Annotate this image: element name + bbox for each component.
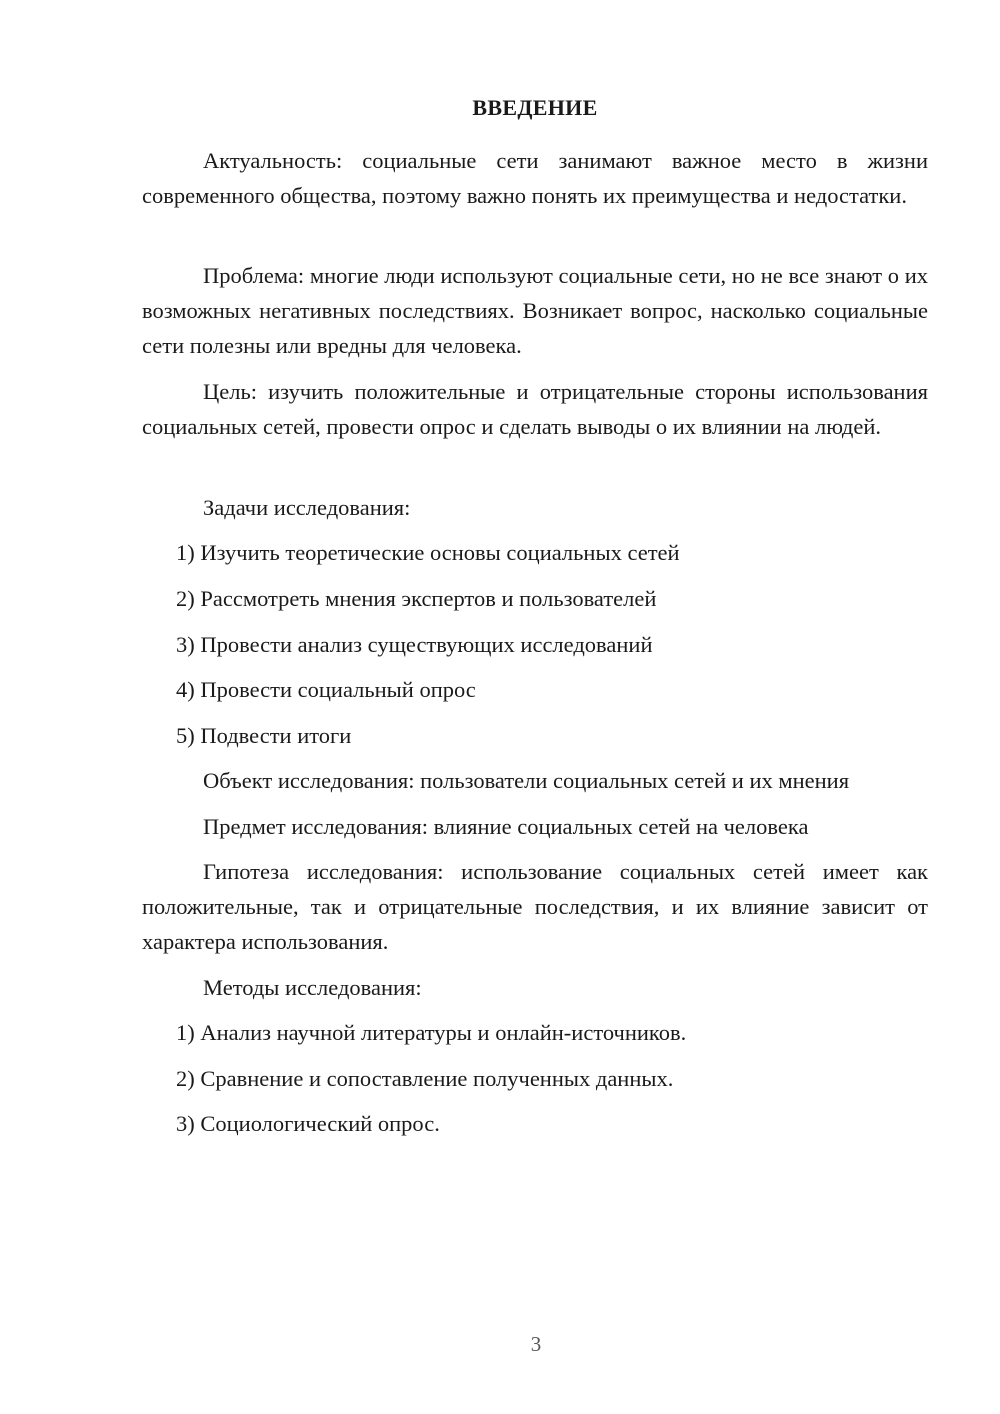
relevance-paragraph: Актуальность: социальные сети занимают важное место в жизни современного общества, поэтому важно понять их преимущества и недостатки. [142, 148, 928, 208]
methods-heading: Методы исследования: [203, 975, 422, 1000]
method-item: 1) Анализ научной литературы и онлайн-источников. [176, 1020, 687, 1045]
method-item: 3) Социологический опрос. [176, 1111, 440, 1136]
task-item: 5) Подвести итоги [176, 723, 352, 748]
task-item: 2) Рассмотреть мнения экспертов и пользователей [176, 586, 657, 611]
page-number: 3 [530, 1332, 542, 1356]
tasks-heading: Задачи исследования: [203, 495, 411, 520]
method-item: 2) Сравнение и сопоставление полученных данных. [176, 1066, 674, 1091]
problem-paragraph: Проблема: многие люди используют социальные сети, но не все знают о их возможных негативных последствиях. Возникает вопрос, насколько социальные сети полезны или вредны для человека. [142, 263, 928, 358]
object-paragraph: Объект исследования: пользователи социальных сетей и их мнения [203, 768, 850, 793]
task-item: 3) Провести анализ существующих исследований [176, 632, 653, 657]
hypothesis-paragraph: Гипотеза исследования: использование социальных сетей имеет как положительные, так и отрицательные последствия, и их влияние зависит от характера использования. [142, 859, 928, 954]
task-item: 4) Провести социальный опрос [176, 677, 476, 702]
subject-paragraph: Предмет исследования: влияние социальных сетей на человека [203, 814, 809, 839]
task-item: 1) Изучить теоретические основы социальных сетей [176, 540, 680, 565]
section-title: ВВЕДЕНИЕ [472, 95, 598, 120]
goal-paragraph: Цель: изучить положительные и отрицательные стороны использования социальных сетей, провести опрос и сделать выводы о их влиянии на людей. [142, 379, 928, 439]
